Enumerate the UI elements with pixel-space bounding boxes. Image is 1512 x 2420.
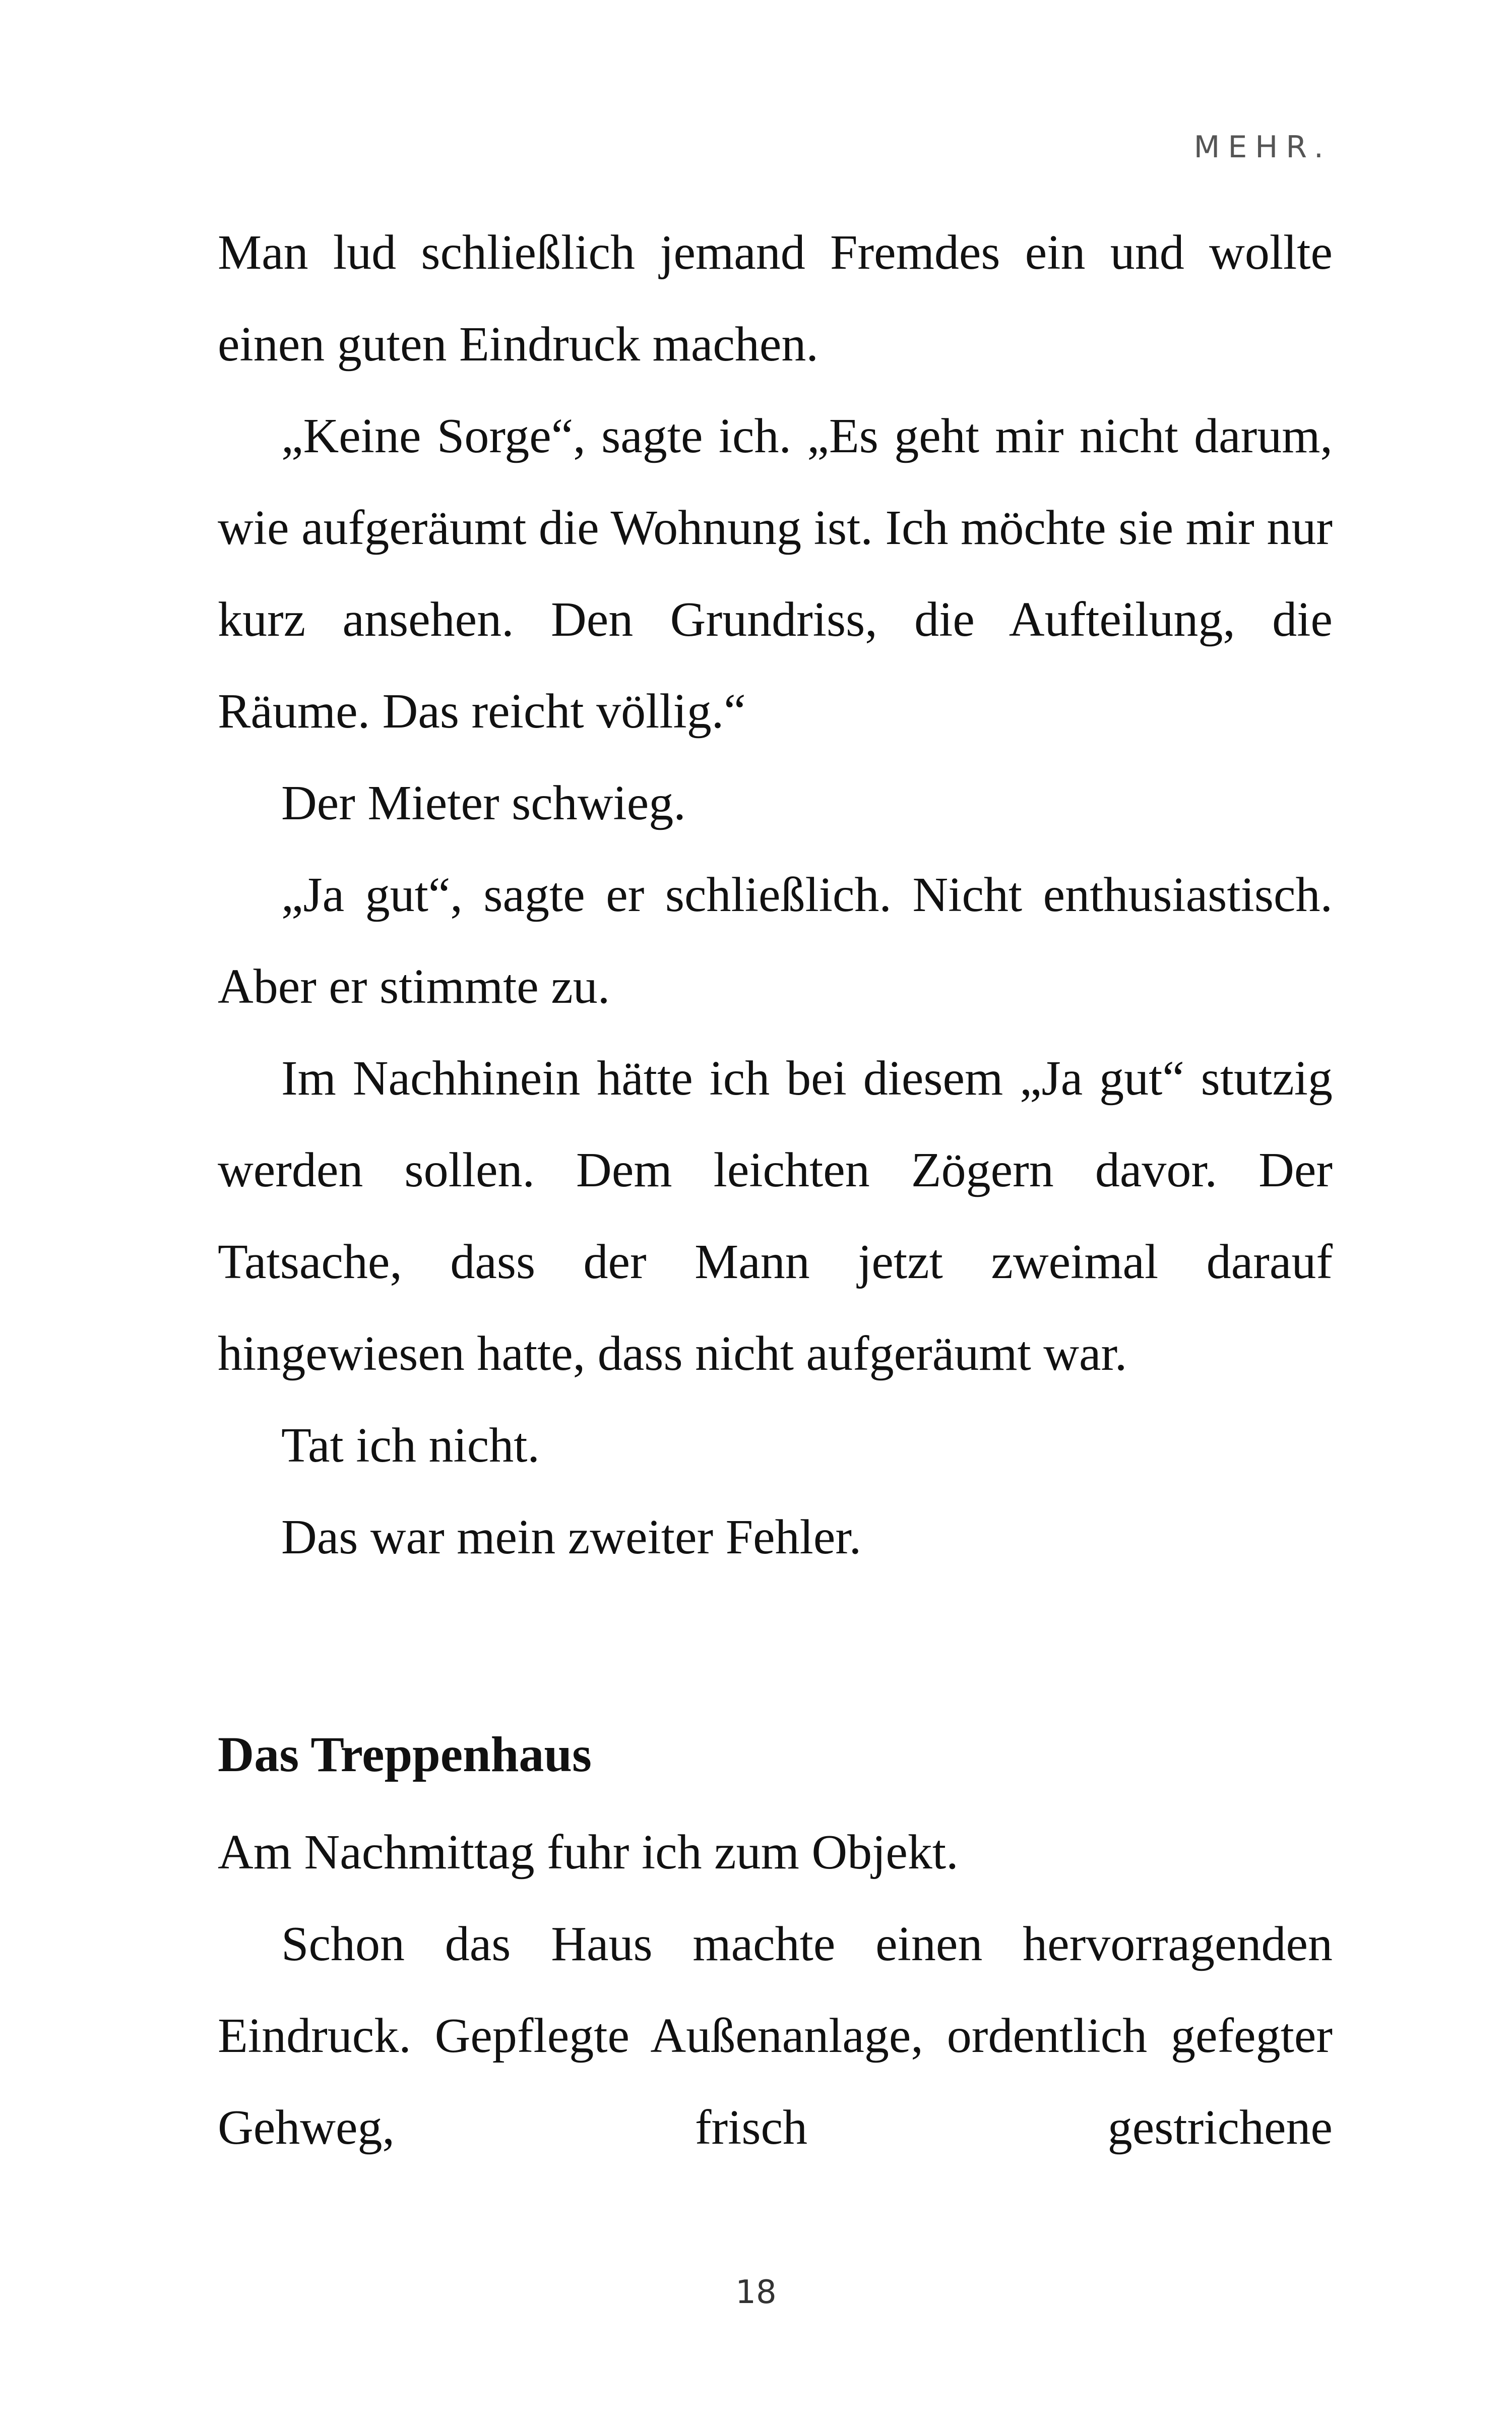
paragraph: „Ja gut“, sagte er schließlich. Nicht enthusiastisch. Aber er stimmte zu. [218, 868, 1333, 1014]
paragraph: Im Nachhinein hätte ich bei diesem „Ja gut“ stutzig werden sollen. Dem leichten Zögern davor. Der Tatsache, dass der Mann jetzt zweimal darauf hingewiesen hatte, dass nicht aufgeräumt war. [218, 1051, 1333, 1381]
page-number: 18 [735, 2274, 777, 2311]
paragraph: Das war mein zweiter Fehler. [281, 1510, 862, 1564]
body-text-after-heading [218, 1806, 1333, 2173]
body-text-before-heading [218, 207, 1333, 1583]
running-header: MEHR. [1193, 130, 1332, 165]
paragraph: Man lud schließlich jemand Fremdes ein und wollte einen guten Eindruck machen. [218, 225, 1333, 372]
paragraph: Tat ich nicht. [281, 1418, 540, 1473]
paragraph: Der Mieter schwieg. [281, 776, 686, 830]
section-heading: Das Treppenhaus [218, 1726, 592, 1782]
paragraph: „Keine Sorge“, sagte ich. „Es geht mir nicht darum, wie aufgeräumt die Wohnung ist. Ich möchte sie mir nur kurz ansehen. Den Grundriss, die Aufteilung, die Räume. Das reicht völlig.“ [218, 409, 1333, 739]
paragraph: Am Nachmittag fuhr ich zum Objekt. [218, 1825, 959, 1880]
paragraph: Schon das Haus machte einen hervorragenden Eindruck. Gepflegte Außenanlage, ordentlich gefegter Gehweg, frisch gestrichene [218, 1917, 1333, 2155]
